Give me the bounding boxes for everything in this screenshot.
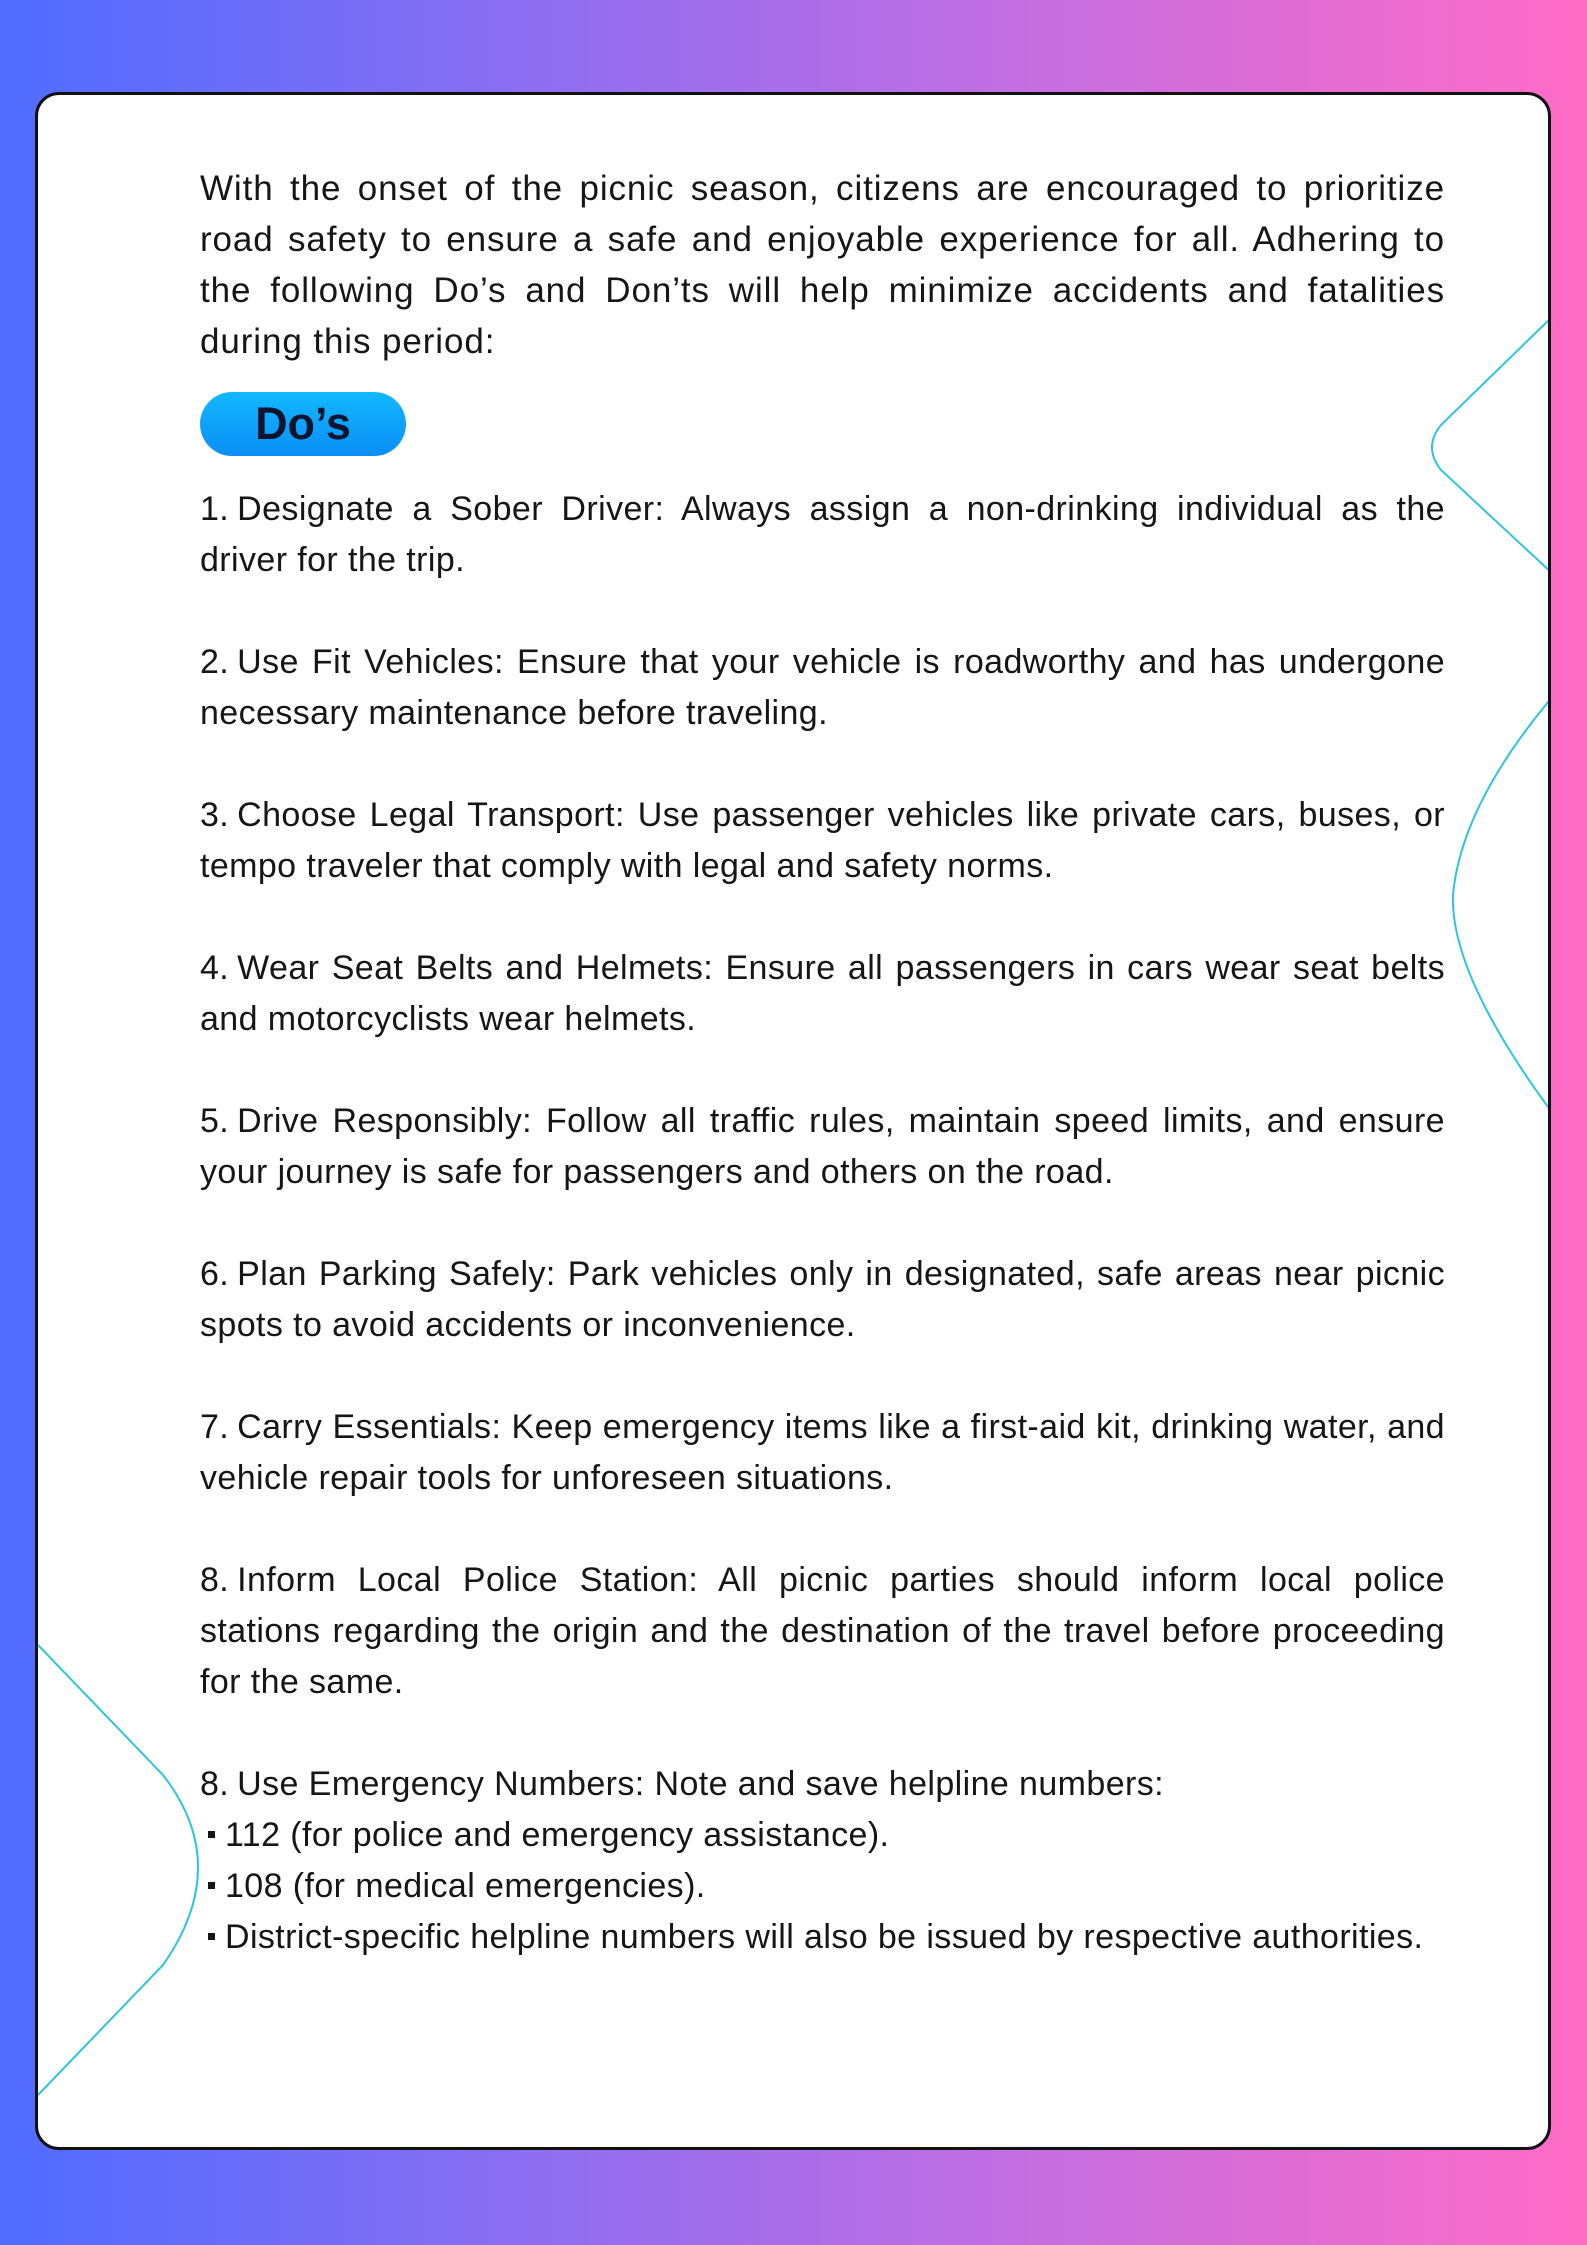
item-number: 1. bbox=[200, 490, 230, 528]
item-text: Use Fit Vehicles: Ensure that your vehicle is roadworthy and has undergone necessary maintenance before traveling. bbox=[200, 643, 1445, 732]
item-text: Wear Seat Belts and Helmets: Ensure all passengers in cars wear seat belts and motorcyclists wear helmets. bbox=[200, 949, 1445, 1038]
item-text: Designate a Sober Driver: Always assign a non-drinking individual as the driver for the trip. bbox=[200, 490, 1445, 579]
intro-paragraph: With the onset of the picnic season, citizens are encouraged to prioritize road safety to ensure a safe and enjoyable experience for all. Adhering to the following Do’s and Don’ts will help minimize accidents and fatalities during this period: bbox=[200, 169, 1445, 361]
helpline-item: 112 (for police and emergency assistance). bbox=[200, 1810, 1445, 1861]
deco-curve-right-bottom bbox=[1453, 695, 1551, 1115]
item-number: 3. bbox=[200, 796, 230, 834]
item-number: 2. bbox=[200, 643, 230, 681]
bullet-icon bbox=[208, 1882, 215, 1889]
item-text: Choose Legal Transport: Use passenger vehicles like private cars, buses, or tempo traveler that comply with legal and safety norms. bbox=[200, 796, 1445, 885]
item-text: Plan Parking Safely: Park vehicles only in designated, safe areas near picnic spots to avoid accidents or inconvenience. bbox=[200, 1255, 1445, 1344]
item-text: Drive Responsibly: Follow all traffic rules, maintain speed limits, and ensure your journey is safe for passengers and others on the road. bbox=[200, 1102, 1445, 1191]
item-number: 6. bbox=[200, 1255, 230, 1293]
document-content bbox=[200, 163, 1445, 2014]
bullet-icon bbox=[208, 1831, 215, 1838]
list-item bbox=[200, 1555, 1445, 1708]
item-number: 8. bbox=[200, 1765, 230, 1803]
helpline-item: 108 (for medical emergencies). bbox=[200, 1861, 1445, 1912]
document-card bbox=[35, 92, 1551, 2150]
item-text: Inform Local Police Station: All picnic parties should inform local police stations regarding the origin and the destination of the travel before proceeding for the same. bbox=[200, 1561, 1445, 1701]
list-item bbox=[200, 1402, 1445, 1504]
list-item bbox=[200, 790, 1445, 892]
dos-heading-badge: Do’s bbox=[200, 392, 406, 456]
item-number: 8. bbox=[200, 1561, 230, 1599]
emergency-numbers-item bbox=[200, 1759, 1445, 1963]
item-number: 5. bbox=[200, 1102, 230, 1140]
list-item bbox=[200, 1096, 1445, 1198]
deco-curve-right-top bbox=[1432, 315, 1551, 575]
helpline-item: District-specific helpline numbers will also be issued by respective authorities. bbox=[200, 1912, 1445, 1963]
deco-curve-left bbox=[38, 1645, 198, 2095]
item-text: Use Emergency Numbers: Note and save helpline numbers: bbox=[237, 1765, 1164, 1803]
list-item bbox=[200, 637, 1445, 739]
list-item bbox=[200, 943, 1445, 1045]
bullet-icon bbox=[208, 1933, 215, 1940]
list-item bbox=[200, 484, 1445, 586]
item-text: Carry Essentials: Keep emergency items like a first-aid kit, drinking water, and vehicle repair tools for unforeseen situations. bbox=[200, 1408, 1445, 1497]
item-number: 7. bbox=[200, 1408, 230, 1446]
item-number: 4. bbox=[200, 949, 230, 987]
helpline-list bbox=[200, 1810, 1445, 1963]
list-item bbox=[200, 1249, 1445, 1351]
dos-list bbox=[200, 484, 1445, 1963]
